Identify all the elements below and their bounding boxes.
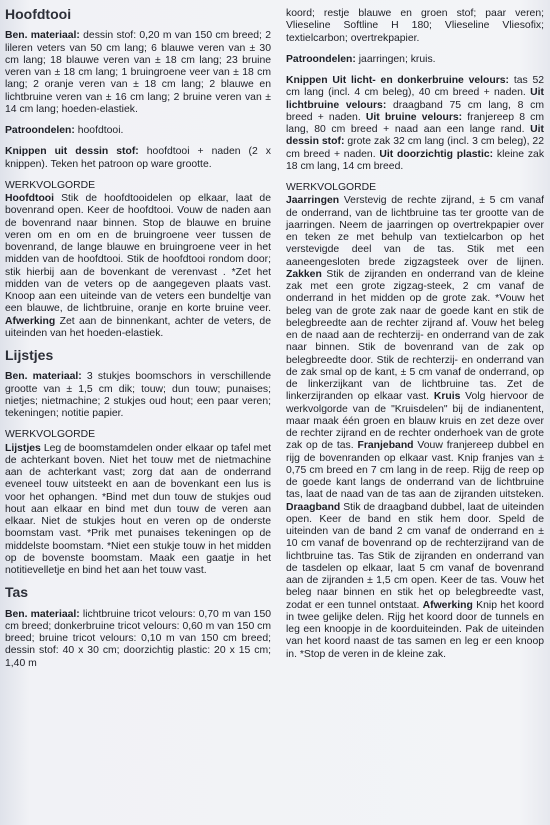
step-text: Volg hiervoor de werkvolgorde van de "Kruisdelen" bij de indianentent, maar maak één groen en blauw kruis en zet deze over de rechter zijrand en de rechter onderhoek van de grote zak op de tas.: [286, 391, 545, 452]
step-label: Draagband: [286, 501, 341, 513]
step-label: Lijstjes: [5, 442, 41, 454]
materials-text: lichtbruine tricot velours: 0,70 m van 150 cm breed; donkerbruine tricot velours: 0,60 m van 150 cm breed; bruine tricot velours: 0,10 m van 150 cm breed; dessin stof: 40 x 30 cm; doorzichtig plastic: 20 x 15 cm; 1,40 m: [5, 608, 272, 669]
werkvolgorde-heading: WERKVOLGORDE: [5, 429, 96, 441]
materials-text: dessin stof: 0,20 m van 150 cm breed; 2 lileren veters van 50 cm lang; 6 blauwe veren van ± 30 cm lang; 18 blauwe veren van ± 18 cm lang; 23 bruine veren van ± 18 cm lang; 1 bruingroene veer van ± 18 cm lang; 2 oranje veren van ± 18 cm lang; 2 blauwe en lichtbruine veren van ± 16 cm lang; 2 bruine veren van ± 14 cm lang; hoeden-elastiek.: [5, 30, 271, 115]
step-label: Afwerking: [5, 315, 56, 327]
cutting-label: Knippen uit dessin stof:: [5, 146, 139, 158]
tas-instructions: [286, 195, 544, 661]
cutting-label: Uit lichtbruine velours:: [286, 87, 544, 111]
pattern-label: Patroondelen:: [5, 125, 75, 136]
pattern-text: jaarringen; kruis.: [358, 53, 436, 65]
step-label: Franjeband: [357, 440, 414, 452]
step-text: Zet aan de binnenkant, achter de veters, de uiteinden van het hoeden-elastiek.: [5, 315, 271, 339]
step-text: Stik de draagband dubbel, laat de uiteinden open. Keer de band en stik hem door. Speld de uiteinden van de band 2 cm vanaf de onderrand en ± 10 cm vanaf de bovenrand op de rechterzijrand van de lichtbruine tas. Tas Stik de zijranden en onderrand van de tasdelen op elkaar, laat 5 cm vanaf de bovenrand aan de zijranden ± 1,5 cm open. Keer de tas. Vouw het beleg naar binnen en stik het op belegbreedte vast, zodat er een tunnel ontstaat.: [286, 501, 545, 611]
materials-text: 3 stukjes boomschors in verschillende grootte van ± 1,5 cm dik; touw; dun touw; punaises; nietjes; nietmachine; 2 stukjes oud hout; een paar veren; tekeningen; notitie papier.: [5, 371, 271, 419]
materials-label: Ben. materiaal:: [5, 608, 80, 620]
tas-materials-continued: koord; restje blauwe en groen stof; paar veren; Vlieseline Softline H 180; Vlieseline Vliesofix; textielcarbon; overtrekpapier.: [286, 8, 544, 44]
werkvolgorde-heading: WERKVOLGORDE: [286, 182, 377, 193]
cutting-text: hoofdtooi + naden (2 x knippen). Teken het patroon op ware grootte.: [5, 146, 271, 170]
cutting-label: Uit bruine velours:: [365, 111, 463, 123]
hoofdtooi-cutting: [5, 146, 271, 171]
step-label: Jaarringen: [286, 195, 340, 207]
tas-pattern: [286, 54, 544, 66]
left-column: [5, 8, 271, 679]
pattern-label: Patroondelen:: [286, 53, 356, 65]
step-text: Knip het koord in twee gelijke delen. Rijg het koord door de tunnels en leg een knoopje in de koorduiteinden. Pak de uiteinden van het koord naast de tas samen en leg er een knoop in. *Stop de veren in de kleine zak.: [286, 599, 544, 660]
tas-cutting: [286, 75, 544, 173]
step-text: Stik de hoofdtooidelen op elkaar, laat de bovenrand open. Keer de hoofdtooi. Vouw de naden aan de bovenrand naar binnen. Stop de blauwe en bruine veren om en om en de bruingroene veer tussen de bovenrand, de lange blauwe en bruingroene veer in het midden van de hoofdtooi. Stik de hoofdtooi rondom door; stik hierbij aan de bovenkant de verenvast . *Zet het midden van de veters op de aangegeven plaats vast. Knoop aan een uiteinde van de veters een bundeltje van een blauwe, de lichtbruine, oranje en korte bruine veer.: [5, 193, 271, 315]
lijstjes-materials: [5, 371, 271, 420]
cutting-label: Uit dessin stof:: [286, 124, 544, 148]
section-title-hoofdtooi: Hoofdtooi: [5, 6, 72, 22]
pattern-text: hoofdtooi.: [77, 125, 124, 136]
hoofdtooi-materials: [5, 30, 271, 116]
cutting-text: franjereep 8 cm lang, 80 cm breed + naad aan een lange rand.: [286, 111, 544, 135]
cutting-label: Uit doorzichtig plastic:: [379, 148, 494, 160]
step-text: Leg de boomstamdelen onder elkaar op tafel met de achterkant boven. Niet het touw met de nietmachine aan de achterkant vast; zorg dat aan de onderrand eveneel touw uitsteekt en aan de bovenkant een lus is voor het ophangen. *Bind met dun touw de stukjes oud hout aan elkaar en bind met dun touw de veren aan elkaar. Niet de stukjes hout en veren op de onderste boomstam vast. *Prik met punaises tekeningen op de middelste boomstam. *Niet een stukje touw in het midden op de bovenste boomstam. Maak een gaatje in het notitievelletje en bind het aan het touw vast.: [5, 442, 271, 576]
section-title-lijstjes: Lijstjes: [5, 347, 54, 363]
cutting-text: kleine zak 18 cm lang, 14 cm breed.: [286, 148, 545, 172]
step-text: Vouw franjereep dubbel en rijg de bovenranden op elkaar vast. Knip franjes van ± 0,75 cm breed en 7 cm lang in de reep. Rijg de reep op de goede kant langs de onderrand van de lichtbruine tas, laat de naad van de tas aan de zijranden uitsteken.: [286, 440, 544, 501]
werkvolgorde-heading: WERKVOLGORDE: [5, 179, 96, 191]
step-text: Verstevig de rechte zijrand, ± 5 cm vanaf de onderrand, van de lichtbruine tas ter grootte van de jaarringen. Neem de jaarringen op overtrekpapier over en teken ze met behulp van textielcarbon op het verstevigde deel van de tas. Stik met een aaneengesloten brede zigzagsteek over de lijnen.: [286, 195, 544, 268]
tas-materials: [5, 609, 271, 670]
step-label: Afwerking: [422, 599, 473, 611]
step-label: Zakken: [286, 268, 322, 280]
cutting-text: draagband 75 cm lang, 8 cm breed + naden.: [286, 99, 545, 123]
step-label: Kruis: [433, 391, 461, 403]
lijstjes-instructions: [5, 443, 271, 578]
section-title-tas: Tas: [5, 584, 29, 601]
cutting-text: grote zak 32 cm lang (incl. 3 cm beleg), 22 cm breed + naden.: [286, 136, 544, 160]
cutting-label: Knippen Uit licht- en donkerbruine velours:: [286, 75, 510, 86]
materials-label: Ben. materiaal:: [5, 371, 82, 383]
cutting-text: tas 52 cm lang (incl. 4 cm beleg), 40 cm breed + naden.: [286, 75, 545, 99]
right-column: [286, 8, 544, 670]
step-label: Hoofdtooi: [5, 193, 55, 204]
materials-label: Ben. materiaal:: [5, 30, 80, 42]
step-text: Stik de zijranden en onderrand van de kleine zak met een grote zigzag-steek, 2 cm vanaf de onderrand in het midden op de grote zak. *Vouw het beleg van de grote zak naar de goede kant en stik de belegbreedte aan de rechter zijrand af. Vouw het beleg en de naad aan de rechterzij- en onderrand van de zak naar binnen. Stik de bovenrand van de zak op belegbreedte door. Stik de rechterzij- en onderrand van de zak smal op de kant, ± 5 cm vanaf de onderrand, op de linkerzijkant van de lichtbruine tas. Zet de linkerzijranden op elkaar vast.: [286, 268, 544, 403]
hoofdtooi-pattern: [5, 125, 271, 137]
hoofdtooi-instructions: [5, 193, 271, 340]
